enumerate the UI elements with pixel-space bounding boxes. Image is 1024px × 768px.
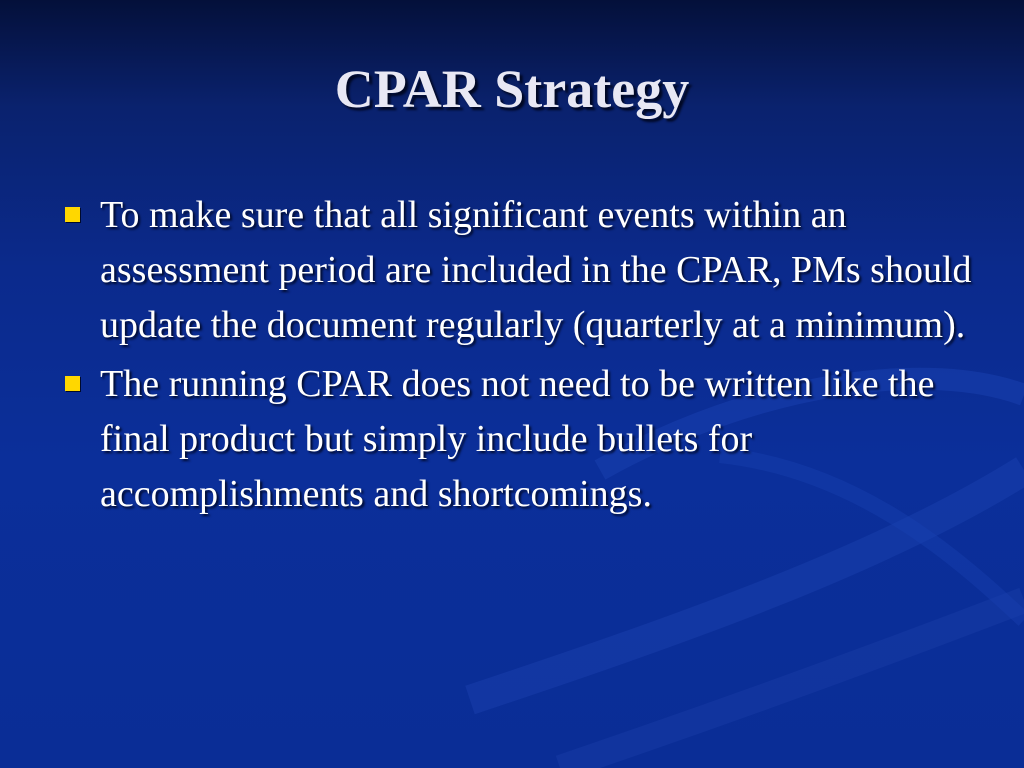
bullet-text: The running CPAR does not need to be written like the final product but simply include bullets for accomplishments and shortcomings. [100,363,935,515]
square-bullet-icon [65,376,80,391]
slide-title: CPAR Strategy [334,59,690,119]
bullet-item [60,357,980,522]
bullet-list [60,188,980,526]
bullet-item [60,188,980,353]
square-bullet-icon [65,207,80,222]
bullet-text: To make sure that all significant events within an assessment period are included in the CPAR, PMs should update the document regularly (quarterly at a minimum). [100,194,972,346]
